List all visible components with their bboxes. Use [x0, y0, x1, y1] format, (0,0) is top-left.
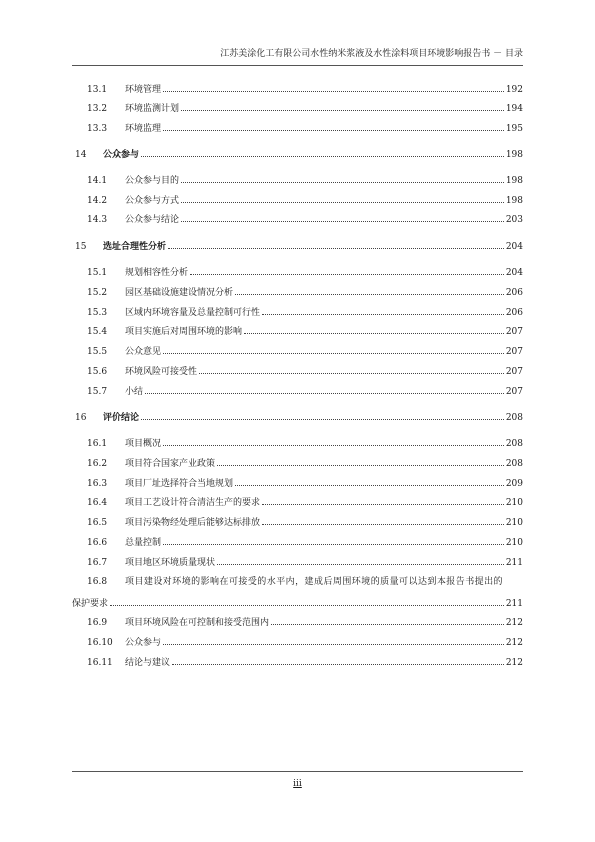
- toc-entry-page: 209: [505, 479, 523, 489]
- toc-entry-title: 规划相容性分析: [125, 268, 189, 278]
- toc-entry-page: 210: [505, 538, 523, 548]
- header-rule: [72, 65, 523, 66]
- toc-entry-number: 13.2: [87, 104, 108, 114]
- toc-entry[interactable]: [72, 535, 523, 549]
- toc-entry[interactable]: [72, 495, 523, 509]
- dot-leader: [168, 239, 504, 249]
- running-header: 江苏美涂化工有限公司水性纳米浆液及水性涂料项目环境影响报告书 － 目录: [220, 49, 523, 59]
- toc-entry-title: 项目厂址选择符合当地规划: [125, 479, 234, 489]
- toc-entry[interactable]: [72, 575, 523, 611]
- toc-entry-page: 198: [505, 196, 523, 206]
- dot-leader: [163, 344, 504, 354]
- toc-chapter-entry[interactable]: [72, 410, 523, 424]
- dot-leader: [110, 596, 504, 606]
- page-number: [0, 778, 595, 790]
- toc-entry[interactable]: [72, 324, 523, 338]
- toc-entry-page: 212: [505, 618, 523, 628]
- toc-entry[interactable]: [72, 193, 523, 207]
- toc-entry-title: 小结: [125, 387, 144, 397]
- toc-entry-page: 208: [505, 439, 523, 449]
- toc-entry-page: 204: [505, 242, 523, 252]
- toc-entry-title: 公众参与: [103, 150, 140, 160]
- dot-leader: [262, 495, 504, 505]
- dot-leader: [217, 555, 504, 565]
- toc-entry-page: 204: [505, 268, 523, 278]
- dot-leader: [217, 456, 504, 466]
- toc-entry[interactable]: [72, 305, 523, 319]
- toc-entry-number: 16.6: [87, 538, 108, 548]
- toc-entry[interactable]: [72, 456, 523, 470]
- toc-entry-title: 区域内环境容量及总量控制可行性: [125, 308, 261, 318]
- toc-entry-title: 项目地区环境质量现状: [125, 558, 216, 568]
- toc-entry-title: 环境风险可接受性: [125, 367, 198, 377]
- toc-entry-page: 207: [505, 347, 523, 357]
- toc-entry-page: 206: [505, 308, 523, 318]
- toc-entry-number: 15.7: [87, 387, 108, 397]
- dot-leader: [141, 147, 504, 157]
- toc-entry-page: 207: [505, 367, 523, 377]
- toc-entry-number: 16.1: [87, 439, 108, 449]
- toc-entry-number: 16.10: [87, 638, 113, 648]
- dot-leader: [235, 285, 504, 295]
- toc-entry[interactable]: [72, 344, 523, 358]
- toc-entry-title: 项目概况: [125, 439, 162, 449]
- toc-entry-number: 16.8: [87, 577, 108, 587]
- toc-entry-number: 16: [75, 413, 87, 423]
- toc-entry[interactable]: [72, 364, 523, 378]
- dot-leader: [181, 212, 504, 222]
- toc-entry-page: 198: [505, 150, 523, 160]
- toc-entry-page: 207: [505, 327, 523, 337]
- toc-entry-number: 16.4: [87, 498, 108, 508]
- dot-leader: [181, 193, 504, 203]
- toc-entry-title: 环境监理: [125, 124, 162, 134]
- toc-entry[interactable]: [72, 101, 523, 115]
- dot-leader: [163, 535, 504, 545]
- toc-entry-page: 203: [505, 215, 523, 225]
- toc-entry-page: 192: [505, 85, 523, 95]
- toc-entry-number: 13.3: [87, 124, 108, 134]
- toc-entry-number: 16.5: [87, 518, 108, 528]
- toc-chapter-entry[interactable]: [72, 147, 523, 161]
- toc-entry-title: 公众意见: [125, 347, 162, 357]
- toc-entry[interactable]: [72, 436, 523, 450]
- toc-entry-title: 公众参与: [125, 638, 162, 648]
- toc-entry-number: 15: [75, 242, 87, 252]
- toc-entry-number: 15.6: [87, 367, 108, 377]
- toc-entry[interactable]: [72, 121, 523, 135]
- toc-entry-number: 14.1: [87, 176, 108, 186]
- dot-leader: [235, 476, 504, 486]
- toc-entry[interactable]: [72, 655, 523, 669]
- dot-leader: [244, 324, 504, 334]
- dot-leader: [181, 173, 504, 183]
- dot-leader: [181, 101, 504, 111]
- toc-entry-title: 环境监测计划: [125, 104, 180, 114]
- toc-entry-title: 公众参与目的: [125, 176, 180, 186]
- toc-entry-number: 13.1: [87, 85, 108, 95]
- toc-entry[interactable]: [72, 476, 523, 490]
- dot-leader: [141, 410, 504, 420]
- dot-leader: [172, 655, 504, 665]
- toc-entry-page: 210: [505, 518, 523, 528]
- toc-entry-page: 212: [505, 638, 523, 648]
- toc-entry-page: 212: [505, 658, 523, 668]
- toc-entry-title: 项目工艺设计符合清洁生产的要求: [125, 498, 261, 508]
- toc-entry-page: 208: [505, 413, 523, 423]
- toc-entry-page: 198: [505, 176, 523, 186]
- toc-entry[interactable]: [72, 82, 523, 96]
- page-number-text: iii: [293, 779, 302, 789]
- toc-entry-title: 环境管理: [125, 85, 162, 95]
- dot-leader: [271, 615, 504, 625]
- toc-entry[interactable]: [72, 173, 523, 187]
- dot-leader: [262, 305, 504, 315]
- toc-entry-page: 210: [505, 498, 523, 508]
- toc-entry[interactable]: [72, 515, 523, 529]
- toc-entry-page: 195: [505, 124, 523, 134]
- footer-rule: [72, 771, 523, 772]
- toc-entry-number: 14: [75, 150, 87, 160]
- toc-entry-title: 园区基础设施建设情况分析: [125, 288, 234, 298]
- toc-entry-number: 16.7: [87, 558, 108, 568]
- dot-leader: [262, 515, 504, 525]
- toc-entry-page: 206: [505, 288, 523, 298]
- toc-entry-title: 总量控制: [125, 538, 162, 548]
- toc-entry[interactable]: [72, 635, 523, 649]
- toc-entry[interactable]: [72, 212, 523, 226]
- toc-entry-title: 项目符合国家产业政策: [125, 459, 216, 469]
- toc-entry-number: 15.4: [87, 327, 108, 337]
- dot-leader: [190, 265, 504, 275]
- toc-entry-page: 211: [505, 558, 523, 568]
- dot-leader: [163, 635, 504, 645]
- toc-entry-title: 项目污染物经处理后能够达标排放: [125, 518, 261, 528]
- toc-entry-number: 14.2: [87, 196, 108, 206]
- toc-entry-number: 16.11: [87, 658, 113, 668]
- toc-entry-page: 208: [505, 459, 523, 469]
- toc-entry[interactable]: [72, 555, 523, 569]
- toc-entry[interactable]: [72, 285, 523, 299]
- dot-leader: [199, 364, 504, 374]
- toc-entry-number: 15.3: [87, 308, 108, 318]
- dot-leader: [163, 121, 504, 131]
- dot-leader: [163, 436, 504, 446]
- toc-chapter-entry[interactable]: [72, 239, 523, 253]
- toc-entry[interactable]: [72, 265, 523, 279]
- toc-entry-number: 15.1: [87, 268, 108, 278]
- toc-entry-title: 项目环境风险在可控制和接受范围内: [125, 618, 270, 628]
- toc-entry-title: 公众参与结论: [125, 215, 180, 225]
- toc-entry-title: 公众参与方式: [125, 196, 180, 206]
- toc-entry-title: 项目建设对环境的影响在可接受的水平内，建成后周围环境的质量可以达到本报告书提出的: [125, 577, 504, 587]
- toc-entry-title-continued: 保护要求: [72, 599, 109, 609]
- toc-entry[interactable]: [72, 384, 523, 398]
- toc-entry-page: 207: [505, 387, 523, 397]
- toc-entry-page: 211: [505, 599, 523, 609]
- toc-entry[interactable]: [72, 615, 523, 629]
- dot-leader: [145, 384, 504, 394]
- toc-entry-title: 选址合理性分析: [103, 242, 167, 252]
- toc-entry-number: 16.9: [87, 618, 108, 628]
- toc-entry-title: 项目实施后对周围环境的影响: [125, 327, 243, 337]
- toc-entry-title: 评价结论: [103, 413, 140, 423]
- toc-entry-page: 194: [505, 104, 523, 114]
- dot-leader: [163, 82, 504, 92]
- toc-entry-number: 14.3: [87, 215, 108, 225]
- toc-entry-number: 15.2: [87, 288, 108, 298]
- toc-entry-number: 16.3: [87, 479, 108, 489]
- toc-entry-number: 16.2: [87, 459, 108, 469]
- toc-entry-number: 15.5: [87, 347, 108, 357]
- toc-entry-title: 结论与建议: [125, 658, 171, 668]
